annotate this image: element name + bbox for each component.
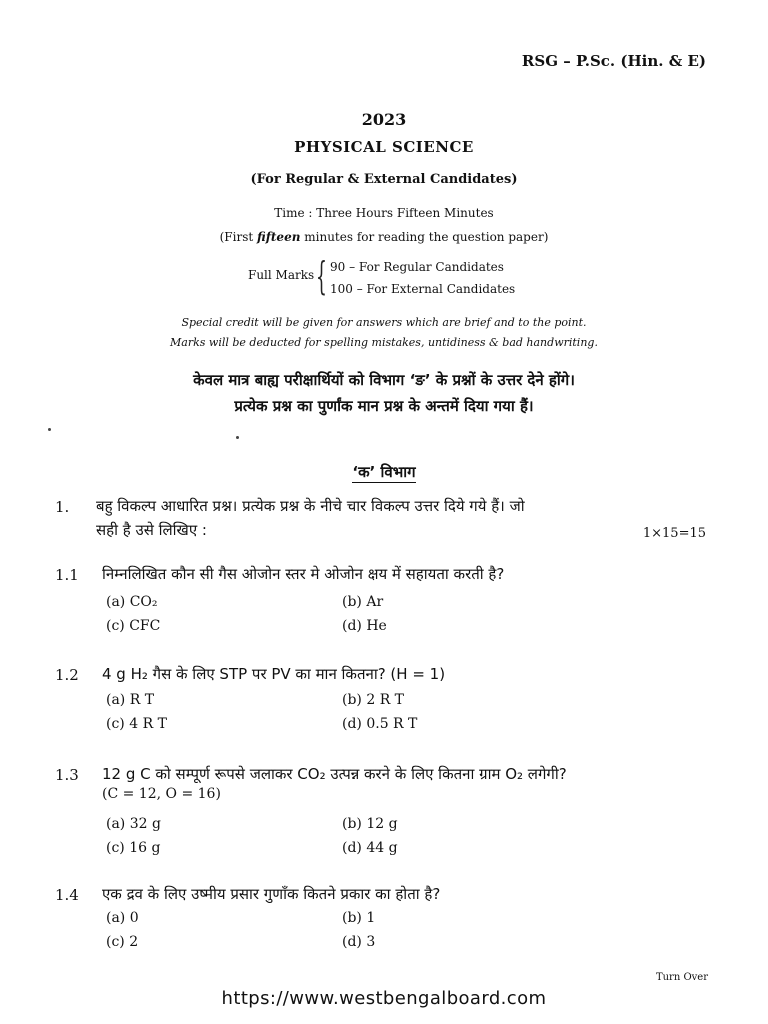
subquestion-text-line2: (C = 12, O = 16) — [102, 786, 221, 802]
subquestion-text: एक द्रव के लिए उष्मीय प्रसार गुणाँक कितने प्रकार का होता है? — [102, 885, 441, 903]
option-a: (a) R T — [106, 692, 155, 708]
brace-glyph: { — [316, 254, 327, 298]
option-d: (d) 0.5 R T — [342, 716, 418, 732]
option-c: (c) CFC — [106, 618, 161, 634]
paper-code: RSG – P.Sc. (Hin. & E) — [521, 52, 706, 70]
option-a: (a) CO₂ — [106, 594, 158, 610]
question-text-line1: बहु विकल्प आधारित प्रश्न। प्रत्येक प्रश्न के नीचे चार विकल्प उत्तर दिये गये हैं। जो — [96, 497, 525, 515]
reading-time-line — [0, 230, 768, 244]
subquestion-text: 4 g H₂ गैस के लिए STP पर PV का मान कितना? (H = 1) — [102, 665, 446, 683]
option-b: (b) Ar — [342, 594, 384, 610]
note-special-credit: Special credit will be given for answers which are brief and to the point. — [181, 316, 587, 329]
option-c: (c) 4 R T — [106, 716, 167, 732]
candidates-line: (For Regular & External Candidates) — [250, 172, 518, 187]
source-url[interactable]: https://www.westbengalboard.com — [221, 988, 547, 1009]
section-heading — [0, 462, 768, 482]
subquestion-number: 1.2 — [55, 666, 79, 684]
subject-title: PHYSICAL SCIENCE — [294, 138, 474, 156]
option-b: (b) 1 — [342, 910, 376, 926]
full-marks-regular: 90 – For Regular Candidates — [330, 260, 504, 274]
subquestion-number: 1.4 — [55, 886, 79, 904]
full-marks-label: Full Marks — [248, 268, 315, 282]
option-b: (b) 12 g — [342, 816, 398, 832]
subquestion-text: 12 g C को सम्पूर्ण रूपसे जलाकर CO₂ उत्पन्न करने के लिए कितना ग्राम O₂ लगेगी? — [102, 765, 567, 783]
speck — [236, 436, 239, 439]
instruction-external: केवल मात्र बाह्य परीक्षार्थियों को विभाग ‘ङ’ के प्रश्नों के उत्तर देने होंगे। — [193, 371, 575, 389]
option-a: (a) 32 g — [106, 816, 161, 832]
reading-post: minutes for reading the question paper) — [300, 230, 549, 244]
option-d: (d) 3 — [342, 934, 376, 950]
subquestion-text: निम्नलिखित कौन सी गैस ओजोन स्तर मे ओजोन क्षय में सहायता करती है? — [102, 565, 505, 583]
reading-emphasis: fifteen — [257, 230, 301, 244]
question-text-line2: सही है उसे लिखिए : — [96, 521, 207, 539]
option-d: (d) 44 g — [342, 840, 398, 856]
full-marks-external: 100 – For External Candidates — [330, 282, 516, 296]
option-a: (a) 0 — [106, 910, 139, 926]
option-b: (b) 2 R T — [342, 692, 405, 708]
option-c: (c) 16 g — [106, 840, 161, 856]
option-c: (c) 2 — [106, 934, 139, 950]
subquestion-number: 1.1 — [55, 566, 79, 584]
reading-pre: (First — [219, 230, 257, 244]
note-marks-deducted: Marks will be deducted for spelling mistakes, untidiness & bad handwriting. — [170, 336, 598, 349]
exam-year: 2023 — [361, 110, 407, 129]
question-number: 1. — [55, 498, 70, 516]
time-line: Time : Three Hours Fifteen Minutes — [274, 206, 494, 220]
instruction-marks: प्रत्येक प्रश्न का पुर्णांक मान प्रश्न के अन्तमें दिया गया हैं। — [234, 397, 534, 415]
section-title: ‘क’ विभाग — [352, 463, 416, 481]
subquestion-number: 1.3 — [55, 766, 79, 784]
speck — [48, 428, 51, 431]
question-marks: 1×15=15 — [642, 526, 706, 541]
turn-over-note: Turn Over — [655, 972, 708, 983]
option-d: (d) He — [342, 618, 387, 634]
